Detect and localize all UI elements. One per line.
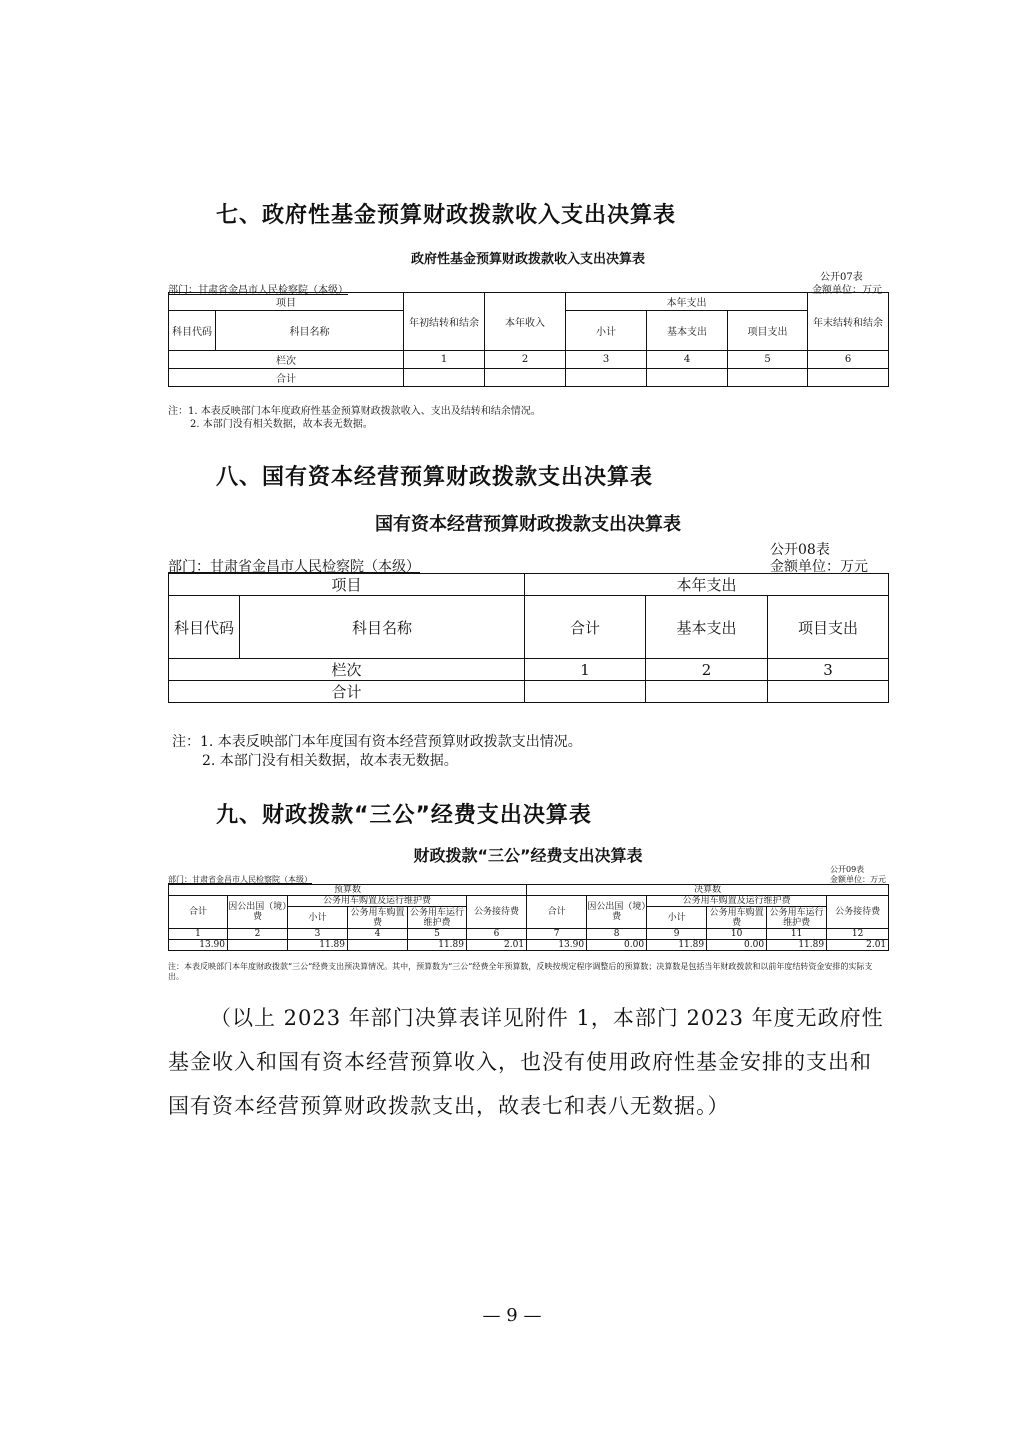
table-cell [647, 369, 728, 387]
header-income: 本年收入 [485, 293, 566, 351]
section8-department: 部门：甘肃省金昌市人民检察院（本级） [168, 559, 420, 575]
section8-form-no: 公开08表 [770, 542, 830, 558]
col-number: 11 [767, 929, 827, 940]
value-cell: 11.89 [767, 940, 827, 951]
total-label: 合计 [169, 681, 525, 703]
col-number: 3 [288, 929, 348, 940]
header-budget: 预算数 [169, 885, 527, 896]
section9-note: 注：本表反映部门本年度财政拨款“三公”经费支出预决算情况。其中，预算数为“三公”经费全年预算数，反映按规定程序调整后的预算数；决算数是包括当年财政拨款和以前年度结转资金安排的实际支出。 [168, 962, 873, 981]
section9-table [168, 884, 889, 951]
col-number: 8 [587, 929, 647, 940]
table-cell [808, 369, 889, 387]
value-cell: 13.90 [527, 940, 587, 951]
table-cell [646, 681, 768, 703]
section8-table [168, 573, 889, 703]
section8-unit: 金额单位：万元 [770, 559, 868, 575]
col-number: 1 [404, 351, 485, 369]
header-code: 科目代码 [169, 311, 216, 351]
value-cell: 0.00 [587, 940, 647, 951]
section7-department: 部门：甘肃省金昌市人民检察院（本级） [168, 285, 348, 296]
header-subtotal: 小计 [647, 907, 707, 929]
header-purchase: 公务用车购置费 [348, 907, 408, 929]
col-number: 10 [707, 929, 767, 940]
section7-table-title: 政府性基金预算财政拨款收入支出决算表 [410, 252, 645, 267]
header-operation: 公务用车运行维护费 [767, 907, 827, 929]
col-number: 6 [808, 351, 889, 369]
header-name: 科目名称 [240, 596, 525, 659]
header-purchase: 公务用车购置费 [707, 907, 767, 929]
col-number: 1 [169, 929, 228, 940]
col-number: 5 [408, 929, 467, 940]
col-number: 2 [228, 929, 288, 940]
section7-note-1: 注：1. 本表反映部门本年度政府性基金预算财政拨款收入、支出及结转和结余情况。 [168, 406, 541, 417]
total-label: 合计 [169, 369, 404, 387]
section8-note-2: 2. 本部门没有相关数据，故本表无数据。 [202, 753, 458, 769]
value-cell [228, 940, 288, 951]
header-final: 决算数 [527, 885, 889, 896]
header-name: 科目名称 [216, 311, 404, 351]
table-cell [728, 369, 808, 387]
col-number: 5 [728, 351, 808, 369]
value-cell: 0.00 [707, 940, 767, 951]
table-cell [768, 681, 889, 703]
col-number: 6 [467, 929, 527, 940]
section7-unit: 金额单位：万元 [812, 285, 882, 296]
col-number: 3 [768, 659, 889, 681]
col-number: 3 [566, 351, 647, 369]
col-number: 9 [647, 929, 707, 940]
header-basic: 基本支出 [647, 311, 728, 351]
value-cell [348, 940, 408, 951]
row-label: 栏次 [169, 659, 525, 681]
header-project: 项目支出 [768, 596, 889, 659]
section9-department: 部门：甘肃省金昌市人民检察院（本级） [168, 875, 312, 884]
row-label: 栏次 [169, 351, 404, 369]
section8-table-title: 国有资本经营预算财政拨款支出决算表 [375, 514, 681, 535]
header-project: 项目支出 [728, 311, 808, 351]
value-cell: 2.01 [827, 940, 889, 951]
header-item: 项目 [169, 293, 404, 311]
header-expense: 本年支出 [566, 293, 808, 311]
header-reception: 公务接待费 [827, 896, 889, 929]
table-cell [485, 369, 566, 387]
col-number: 4 [647, 351, 728, 369]
col-number: 1 [525, 659, 646, 681]
header-subtotal: 小计 [288, 907, 348, 929]
header-total: 合计 [169, 896, 228, 929]
header-vehicle: 公务用车购置及运行维护费 [647, 896, 827, 907]
col-number: 2 [646, 659, 768, 681]
header-expense: 本年支出 [525, 574, 889, 596]
value-cell: 11.89 [647, 940, 707, 951]
header-reception: 公务接待费 [467, 896, 527, 929]
page-number: — 9 — [482, 1305, 542, 1326]
section7-note-2: 2. 本部门没有相关数据，故本表无数据。 [190, 419, 373, 430]
header-total: 合计 [527, 896, 587, 929]
header-code: 科目代码 [169, 596, 240, 659]
col-number: 7 [527, 929, 587, 940]
col-number: 12 [827, 929, 889, 940]
body-paragraph: （以上 2023 年部门决算表详见附件 1，本部门 2023 年度无政府性基金收入和国有资本经营预算收入，也没有使用政府性基金安排的支出和国有资本经营预算财政拨款支出，故表七和表八无数据。） [168, 1006, 884, 1118]
section8-note-1: 注：1. 本表反映部门本年度国有资本经营预算财政拨款支出情况。 [172, 734, 582, 750]
header-abroad: 因公出国（境）费 [587, 896, 647, 929]
section7-form-no: 公开07表 [820, 272, 863, 283]
section9-unit: 金额单位：万元 [830, 875, 886, 884]
header-total: 合计 [525, 596, 646, 659]
header-basic: 基本支出 [646, 596, 768, 659]
section7-table [168, 292, 889, 387]
header-abroad: 因公出国（境）费 [228, 896, 288, 929]
section9-table-title: 财政拨款“三公”经费支出决算表 [413, 846, 643, 865]
value-cell: 11.89 [288, 940, 348, 951]
table-cell [404, 369, 485, 387]
value-cell: 13.90 [169, 940, 228, 951]
table-cell [566, 369, 647, 387]
col-number: 4 [348, 929, 408, 940]
section7-heading: 七、政府性基金预算财政拨款收入支出决算表 [216, 203, 677, 228]
header-item: 项目 [169, 574, 525, 596]
value-cell: 11.89 [408, 940, 467, 951]
section8-heading: 八、国有资本经营预算财政拨款支出决算表 [216, 465, 654, 490]
col-number: 2 [485, 351, 566, 369]
section9-form-no: 公开09表 [830, 865, 865, 874]
header-carry-begin: 年初结转和结余 [404, 293, 485, 351]
table-cell [525, 681, 646, 703]
section9-heading: 九、财政拨款“三公”经费支出决算表 [216, 803, 592, 828]
value-cell: 2.01 [467, 940, 527, 951]
header-vehicle: 公务用车购置及运行维护费 [288, 896, 467, 907]
header-carry-end: 年末结转和结余 [808, 293, 889, 351]
header-subtotal: 小计 [566, 311, 647, 351]
header-operation: 公务用车运行维护费 [408, 907, 467, 929]
